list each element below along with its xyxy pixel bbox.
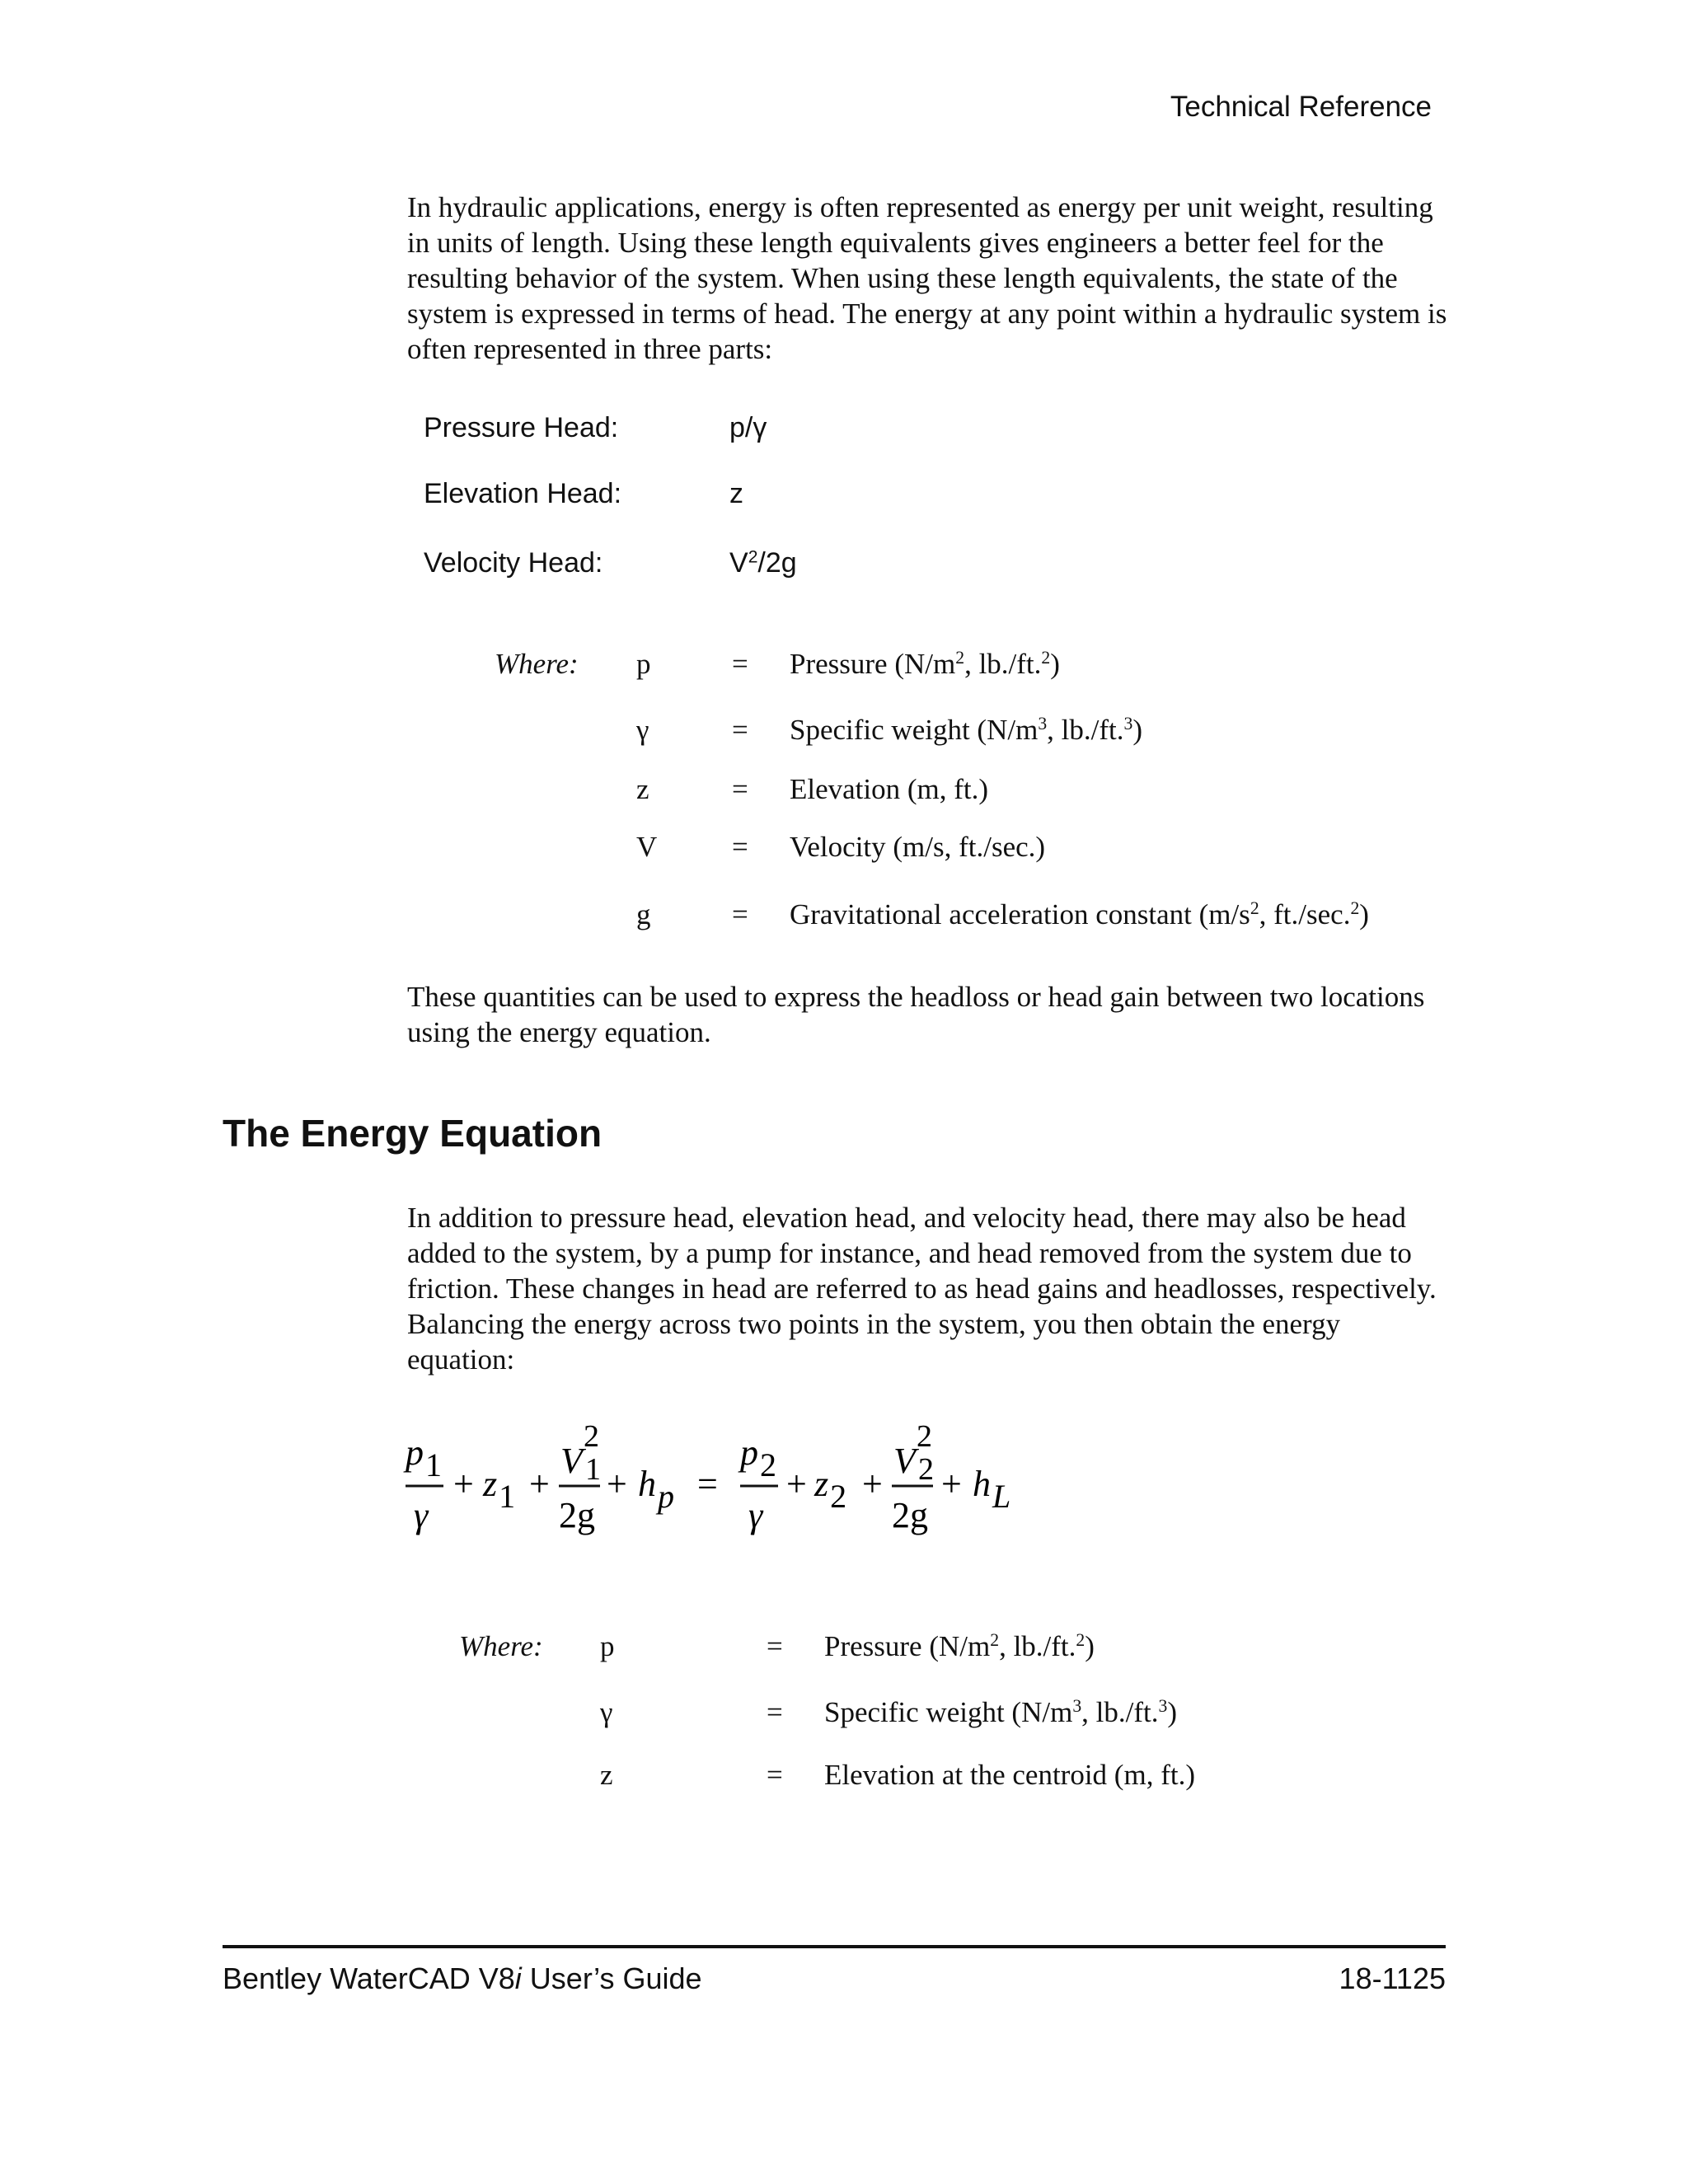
footer-guide-title: Bentley WaterCAD V8i User’s Guide [223, 1961, 702, 1995]
footer-rule [223, 1945, 1446, 1948]
velocity-formula-base: V [729, 547, 748, 579]
intro-paragraph [407, 190, 1454, 367]
definition-description: Pressure ($N/m^2$, lb./ft.$^2$) [790, 648, 1060, 680]
where-label-2: Where: [459, 1630, 543, 1662]
velocity-head-formula [729, 547, 797, 579]
definition-variable: V [636, 831, 658, 863]
definition-variable: g [636, 898, 651, 930]
definition-description: Gravitational acceleration constant ($m/s^2$, ft./sec.$^2$) [790, 898, 1369, 930]
eq-2g-2: 2g [892, 1495, 928, 1535]
eq-plus-4: + [786, 1464, 807, 1504]
eq-hl: hL [973, 1464, 1011, 1515]
definition-equals: = [767, 1696, 783, 1728]
eq-plus-6: + [941, 1464, 962, 1504]
eq-v2: V [893, 1441, 916, 1481]
where-label-1: Where: [495, 648, 579, 680]
velocity-formula-exp: 2 [748, 547, 758, 567]
eq-2g-1: 2g [559, 1495, 595, 1535]
section-paragraph [407, 1200, 1454, 1377]
eq-v2-sup: 2 [917, 1419, 932, 1454]
eq-z1: z1 [483, 1464, 516, 1515]
section-text: In addition to pressure head, elevation head, and velocity head, there may also be head added to the system, by a pump for instance, and head removed from the system due to friction. These changes in head are referred to as head gains and headlosses, respectively. Balancing the energy across two points in the system, you then obtain the energy equation: [407, 1202, 1437, 1376]
velocity-head-row [0, 547, 1154, 588]
section-heading: The Energy Equation [223, 1112, 603, 1155]
definition-variable: γ [636, 714, 649, 746]
energy-equation [396, 1413, 1055, 1554]
eq-z2: z2 [814, 1464, 847, 1515]
eq-plus-5: + [862, 1464, 883, 1504]
pressure-head-formula: p/γ [729, 412, 767, 443]
definition-equals: = [732, 648, 748, 680]
eq-v2-sub: 2 [918, 1452, 934, 1487]
definition-row [0, 648, 1566, 689]
definition-row [0, 898, 1566, 940]
definition-row [0, 1759, 1566, 1800]
eq-plus-1: + [453, 1464, 474, 1504]
footer-page-number: 18-1125 [1339, 1961, 1446, 1995]
definition-description: Elevation (m, ft.) [790, 773, 989, 805]
definition-variable: p [600, 1630, 615, 1662]
eq-gamma-2: γ [748, 1495, 763, 1535]
definition-description: Velocity (m/s, ft./sec.) [790, 831, 1046, 863]
definition-row [0, 773, 1566, 814]
velocity-formula-tail: /2g [757, 547, 797, 579]
definition-equals: = [767, 1630, 783, 1662]
intro-text: In hydraulic applications, energy is often represented as energy per unit weight, resulting in units of length. Using these length equivalents gives engineers a better feel for the resulting behavior of the system. When using these length equivalents, the state of the system is expressed in terms of head. The energy at any point within a hydraulic system is often represented in three parts: [407, 191, 1447, 365]
bridge-text: These quantities can be used to express the headloss or head gain between two locations using the energy equation. [407, 981, 1425, 1048]
definition-description: Specific weight ($N/m^3$, lb./ft.$^3$) [824, 1696, 1177, 1728]
eq-hp: hp [638, 1464, 674, 1515]
bridge-paragraph [407, 979, 1454, 1050]
definition-equals: = [732, 714, 748, 746]
definition-description: Specific weight ($N/m^3$, lb./ft.$^3$) [790, 714, 1142, 746]
eq-v1: V [560, 1441, 583, 1481]
definition-row [0, 831, 1566, 872]
definition-variable: z [636, 773, 649, 805]
definition-variable: z [600, 1759, 613, 1791]
definition-variable: γ [600, 1696, 613, 1728]
elevation-head-row [0, 478, 1154, 519]
velocity-head-label: Velocity Head: [424, 547, 603, 579]
definition-description: Pressure ($N/m^2$, lb./ft.$^2$) [824, 1630, 1095, 1662]
definition-variable: p [636, 648, 651, 680]
eq-v1-sub: 1 [585, 1452, 601, 1487]
definition-description: Elevation at the centroid (m, ft.) [824, 1759, 1195, 1791]
definition-row [0, 714, 1566, 755]
definition-row [0, 1630, 1566, 1671]
definition-equals: = [732, 773, 748, 805]
eq-plus-2: + [529, 1464, 550, 1504]
pressure-head-label: Pressure Head: [424, 412, 619, 443]
elevation-head-formula: z [729, 478, 743, 509]
pressure-head-row [0, 412, 1154, 453]
eq-v1-sup: 2 [584, 1419, 599, 1454]
definition-row [0, 1696, 1566, 1737]
eq-p1: p1 [406, 1432, 442, 1483]
eq-p2: p2 [740, 1432, 776, 1483]
elevation-head-label: Elevation Head: [424, 478, 622, 509]
definition-equals: = [767, 1759, 783, 1791]
running-header: Technical Reference [1170, 91, 1432, 123]
eq-gamma-1: γ [414, 1495, 429, 1535]
definition-equals: = [732, 898, 748, 930]
eq-plus-3: + [607, 1464, 627, 1504]
definition-equals: = [732, 831, 748, 863]
eq-equals: = [697, 1464, 718, 1504]
